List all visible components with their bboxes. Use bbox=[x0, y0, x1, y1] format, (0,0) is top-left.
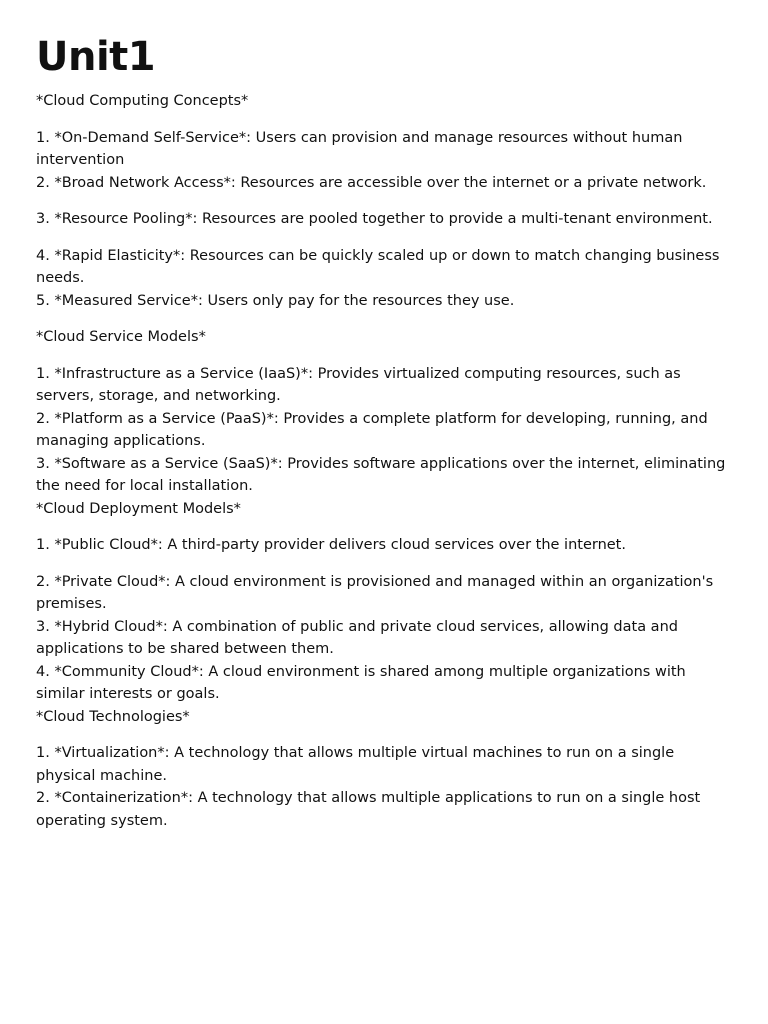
paragraph-deployment-1: 1. *Public Cloud*: A third-party provider delivers cloud services over the internet. bbox=[36, 537, 626, 553]
document-page bbox=[36, 34, 736, 832]
paragraph-concepts-3: 3. *Resource Pooling*: Resources are pooled together to provide a multi-tenant environment. bbox=[36, 211, 713, 227]
section-heading-concepts: *Cloud Computing Concepts* bbox=[36, 93, 249, 109]
paragraph-concepts-4-5: 4. *Rapid Elasticity*: Resources can be quickly scaled up or down to match changing business needs. 5. *Measured Service*: Users only pay for the resources they use. bbox=[36, 247, 720, 309]
paragraph-concepts-1-2: 1. *On-Demand Self-Service*: Users can provision and manage resources without human intervention 2. *Broad Network Access*: Resources are accessible over the internet or a private network. bbox=[36, 129, 707, 191]
section-heading-service-models: *Cloud Service Models* bbox=[36, 329, 206, 345]
page-title: Unit1 bbox=[36, 34, 156, 80]
paragraph-technologies: 1. *Virtualization*: A technology that allows multiple virtual machines to run on a single physical machine. 2. *Containerization*: A technology that allows multiple applications to run on a single host operating system. bbox=[36, 745, 701, 829]
paragraph-deployment-2-4: 2. *Private Cloud*: A cloud environment is provisioned and managed within an organization's premises. 3. *Hybrid Cloud*: A combination of public and private cloud services, allowing data and applications to be shared between them. 4. *Community Cloud*: A cloud environment is shared among multiple organizations with similar interests or goals. *Cloud Technologies* bbox=[36, 573, 714, 725]
paragraph-service-models: 1. *Infrastructure as a Service (IaaS)*: Provides virtualized computing resources, such as servers, storage, and networking. 2. *Platform as a Service (PaaS)*: Provides a complete platform for developing, running, and managing applications. 3. *Software as a Service (SaaS)*: Provides software applications over the internet, eliminating the need for local installation. *Cloud Deployment Models* bbox=[36, 365, 726, 517]
